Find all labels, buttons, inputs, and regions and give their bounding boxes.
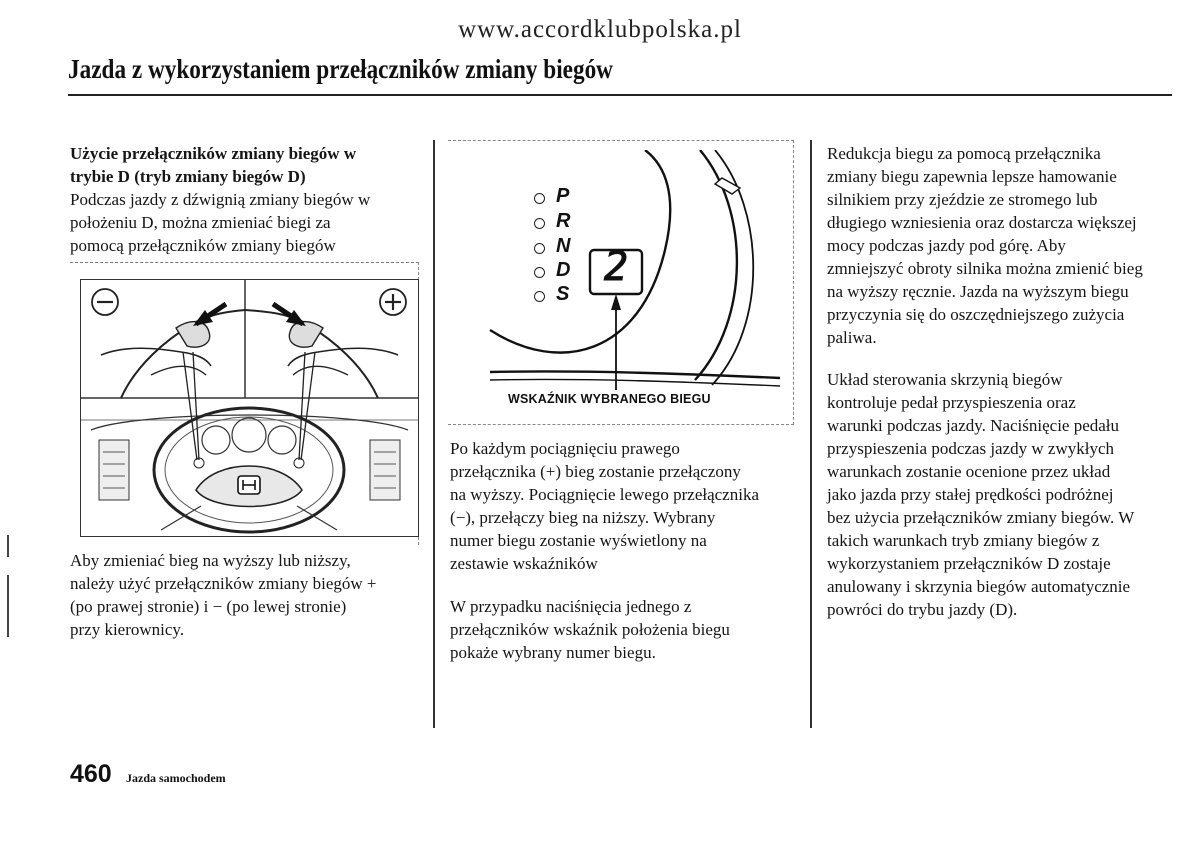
text-line: kontroluje pedał przyspieszenia oraz	[827, 393, 1076, 412]
intro-line: pomocą przełączników zmiany biegów	[70, 236, 336, 255]
heading-line: Użycie przełączników zmiany biegów w	[70, 144, 357, 163]
left-heading	[70, 142, 420, 257]
text-line: wykorzystaniem przełączników D zostaje	[827, 554, 1111, 573]
column-divider-right	[810, 140, 812, 728]
section-label: Jazda samochodem	[126, 771, 226, 785]
text-line: warunki podczas jazdy. Naciśnięcie pedału	[827, 416, 1120, 435]
gear-letter-p: P	[556, 185, 570, 207]
text-line: przyspieszenia podczas jazdy w zwykłych	[827, 439, 1114, 458]
text-line: (−), przełączy bieg na niższy. Wybrany	[450, 508, 716, 527]
margin-mark	[7, 535, 9, 557]
dashboard-view	[81, 408, 418, 532]
text-line: zmiany biegu zapewnia lepsze hamowanie	[827, 167, 1117, 186]
text-line: przy kierownicy.	[70, 620, 185, 639]
intro-line: Podczas jazdy z dźwignią zmiany biegów w	[70, 190, 371, 209]
gear-letter-n: N	[556, 235, 571, 257]
column-divider-left	[433, 140, 435, 728]
gear-dot-s	[534, 291, 545, 302]
gear-indicator-caption: WSKAŹNIK WYBRANEGO BIEGU	[508, 392, 711, 406]
text-line: zmniejszyć obroty silnika można zmienić bieg	[827, 259, 1143, 278]
text-line: zestawie wskaźników	[450, 554, 598, 573]
middle-paragraph-1	[450, 437, 805, 575]
page-number: 460	[70, 760, 112, 788]
text-line: należy użyć przełączników zmiany biegów +	[70, 574, 377, 593]
text-line: pokaże wybrany numer biegu.	[450, 643, 656, 662]
page-title: Jazda z wykorzystaniem przełączników zmiany biegów	[68, 54, 613, 84]
text-line: takich warunkach tryb zmiany biegów z	[827, 531, 1100, 550]
gear-dot-d	[534, 267, 545, 278]
gear-dot-p	[534, 193, 545, 204]
intro-line: położeniu D, można zmieniać biegi za	[70, 213, 331, 232]
text-line: W przypadku naciśnięcia jednego z	[450, 597, 692, 616]
gear-display-digit: 2	[604, 244, 629, 290]
text-line: Po każdym pociągnięciu prawego	[450, 439, 680, 458]
text-line: Redukcja biegu za pomocą przełącznika	[827, 144, 1101, 163]
middle-paragraph-2	[450, 595, 805, 664]
text-line: warunkach zostanie ocenione przez układ	[827, 462, 1111, 481]
right-paragraph-2	[827, 368, 1177, 621]
text-line: na wyższy. Pociągnięcie lewego przełącznika	[450, 485, 759, 504]
text-line: przełączników wskaźnik położenia biegu	[450, 620, 730, 639]
text-line: paliwa.	[827, 328, 877, 347]
title-rule	[68, 94, 1172, 96]
gear-dot-r	[534, 218, 545, 229]
margin-mark	[7, 575, 9, 637]
steering-wheel-illustration	[81, 280, 418, 536]
right-paragraph-1	[827, 142, 1177, 349]
heading-line: trybie D (tryb zmiany biegów D)	[70, 167, 306, 186]
text-line: Aby zmieniać bieg na wyższy lub niższy,	[70, 551, 351, 570]
right-paddle-closeup	[245, 304, 398, 398]
gear-letter-r: R	[556, 210, 571, 232]
text-line: bez użycia przełączników zmiany biegów. W	[827, 508, 1135, 527]
text-line: numer biegu zostanie wyświetlony na	[450, 531, 707, 550]
left-after-figure	[70, 549, 425, 641]
text-line: na wyższy ręcznie. Jazda na wyższym biegu	[827, 282, 1129, 301]
text-line: (po prawej stronie) i − (po lewej stronie)	[70, 597, 347, 616]
text-line: silnikiem przy zjeździe ze stromego lub	[827, 190, 1098, 209]
text-line: długiego wzniesienia oraz dostarcza większej	[827, 213, 1137, 232]
steering-wheel-figure	[80, 279, 419, 537]
gear-letter-s: S	[556, 283, 570, 305]
gear-letter-d: D	[556, 259, 571, 281]
text-line: przełącznika (+) bieg zostanie przełączony	[450, 462, 741, 481]
text-line: przyczynia się do oszczędniejszego zużycia	[827, 305, 1125, 324]
text-line: jako jazda przy stałej prędkości podróżnej	[827, 485, 1114, 504]
site-url: www.accordklubpolska.pl	[458, 16, 742, 43]
left-paddle-closeup	[101, 304, 245, 398]
gear-dot-n	[534, 243, 545, 254]
text-line: Układ sterowania skrzynią biegów	[827, 370, 1063, 389]
text-line: mocy podczas jazdy pod górę. Aby	[827, 236, 1066, 255]
text-line: powróci do trybu jazdy (D).	[827, 600, 1018, 619]
text-line: anulowany i skrzynia biegów automatycznie	[827, 577, 1131, 596]
